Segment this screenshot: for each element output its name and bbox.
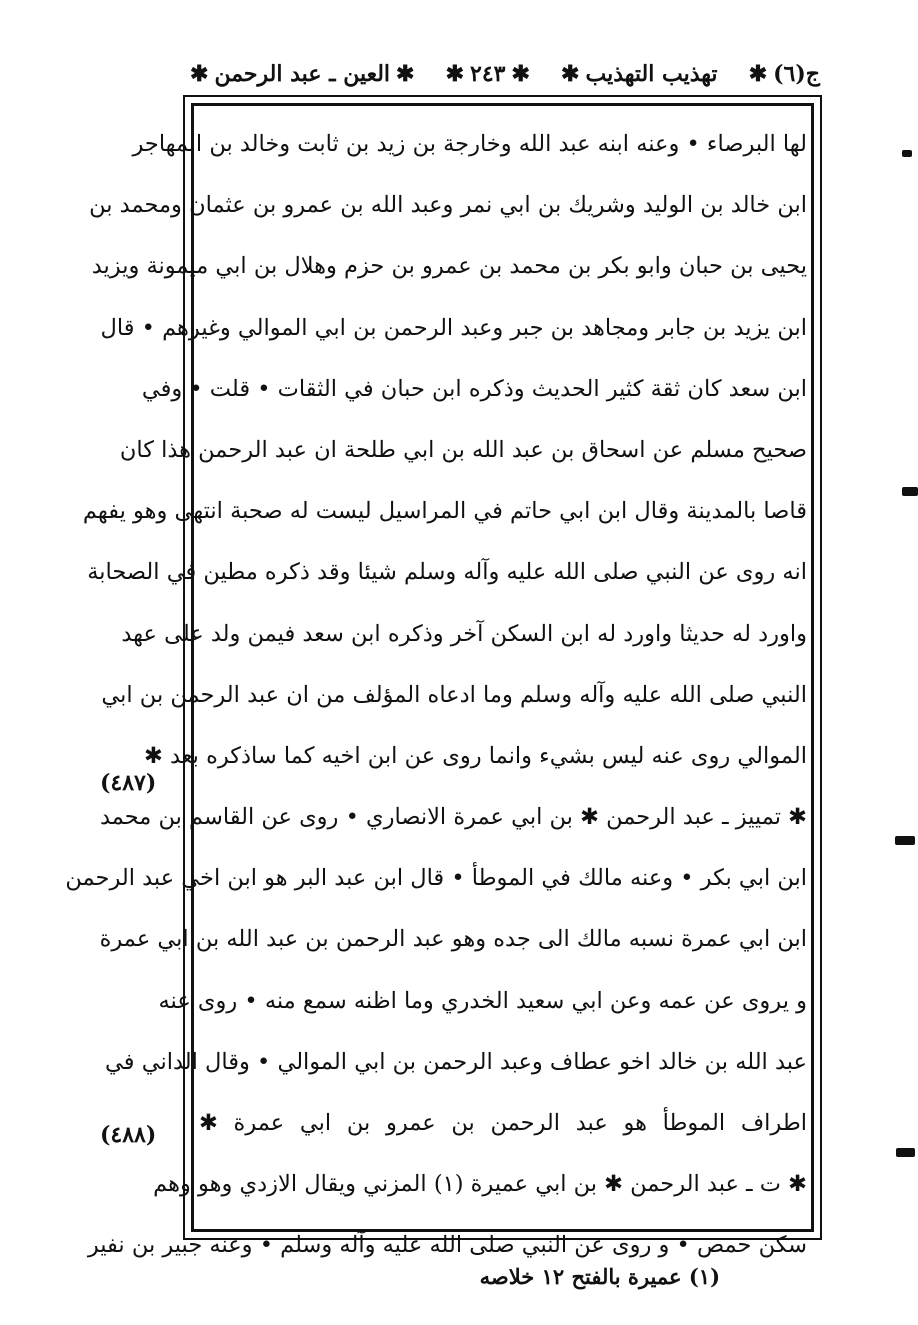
header-book-title (561, 61, 718, 87)
text-line: ابن سعد كان ثقة كثير الحديث وذكره ابن حبان في الثقات • قلت • وفي (141, 375, 807, 402)
text-line: يحيى بن حبان وابو بكر بن محمد بن عمرو بن حزم وهلال بن ابي ميمونة ويزيد (91, 253, 807, 280)
page-number: ٢٤٣ (470, 61, 506, 87)
text-line: سكن حمص • و روى عن النبي صلى الله عليه وآله وسلم • وعنه جبير بن نفير (87, 1232, 807, 1259)
ornament-icon: ✱ (445, 61, 465, 87)
margin-mark (896, 1148, 915, 1157)
section-title: العين ـ عبد الرحمن (214, 61, 391, 87)
text-line: الموالي روى عنه ليس بشيء وانما روى عن ابن اخيه كما ساذكره بعد ✱ (144, 742, 807, 769)
book-title: تهذيب التهذيب (585, 61, 718, 87)
text-line: و يروى عن عمه وعن ابي سعيد الخدري وما اظنه سمع منه • روى عنه (158, 987, 807, 1014)
entry-heading-line: ✱ ت ـ عبد الرحمن ✱ بن ابي عميرة (١) المزني ويقال الازدي وهو وهم (153, 1171, 807, 1198)
text-line: ابن خالد بن الوليد وشريك بن ابي نمر وعبد الله بن عمرو بن عثمان ومحمد بن (89, 192, 807, 219)
header-volume (749, 61, 820, 87)
text-line: عبد الله بن خالد اخو عطاف وعبد الرحمن بن ابي الموالي • وقال الداني في (105, 1048, 807, 1075)
running-header (190, 56, 820, 92)
header-section (190, 61, 414, 87)
ornament-icon: ✱ (748, 61, 768, 87)
ornament-icon: ✱ (190, 61, 209, 87)
margin-mark (902, 487, 918, 496)
entry-number-488: (٤٨٨) (100, 1122, 157, 1148)
header-page-number (446, 61, 530, 87)
footnote: (١) عميرة بالفتح ١٢ خلاصه (479, 1264, 720, 1289)
text-line: اطراف الموطأ هو عبد الرحمن بن عمرو بن ابي عمرة ✱ (199, 1110, 807, 1136)
text-line: النبي صلى الله عليه وآله وسلم وما ادعاه المؤلف من ان عبد الرحمن بن ابي (101, 681, 807, 708)
volume-label: ج(٦) (773, 61, 820, 87)
text-line: ابن يزيد بن جابر ومجاهد بن جبر وعبد الرحمن بن ابي الموالي وغيرهم • قال (100, 314, 807, 341)
margin-mark (895, 836, 915, 845)
text-line: لها البرصاء • وعنه ابنه عبد الله وخارجة بن زيد بن ثابت وخالد بن المهاجر (132, 131, 807, 157)
ornament-icon: ✱ (561, 61, 580, 87)
ornament-icon: ✱ (396, 61, 415, 87)
entry-heading-line: ✱ تمييز ـ عبد الرحمن ✱ بن ابي عمرة الانصاري • روى عن القاسم بن محمد (99, 804, 807, 831)
margin-mark (902, 150, 912, 157)
text-line: واورد له حديثا واورد له ابن السكن آخر وذكره ابن سعد فيمن ولد على عهد (121, 620, 807, 647)
text-line: انه روى عن النبي صلى الله عليه وآله وسلم شيئا وقد ذكره مطين في الصحابة (87, 559, 807, 586)
text-line: ابن ابي عمرة نسبه مالك الى جده وهو عبد الرحمن بن عبد الله بن ابي عمرة (99, 926, 807, 953)
text-line: صحيح مسلم عن اسحاق بن عبد الله بن ابي طلحة ان عبد الرحمن هذا كان (119, 436, 807, 463)
text-line: ابن ابي بكر • وعنه مالك في الموطأ • قال ابن عبد البر هو ابن اخي عبد الرحمن (65, 865, 807, 892)
text-line: قاصا بالمدينة وقال ابن ابي حاتم في المراسيل ليست له صحبة انتهى وهو يفهم (82, 498, 807, 525)
ornament-icon: ✱ (511, 61, 530, 87)
entry-number-487: (٤٨٧) (100, 770, 157, 796)
